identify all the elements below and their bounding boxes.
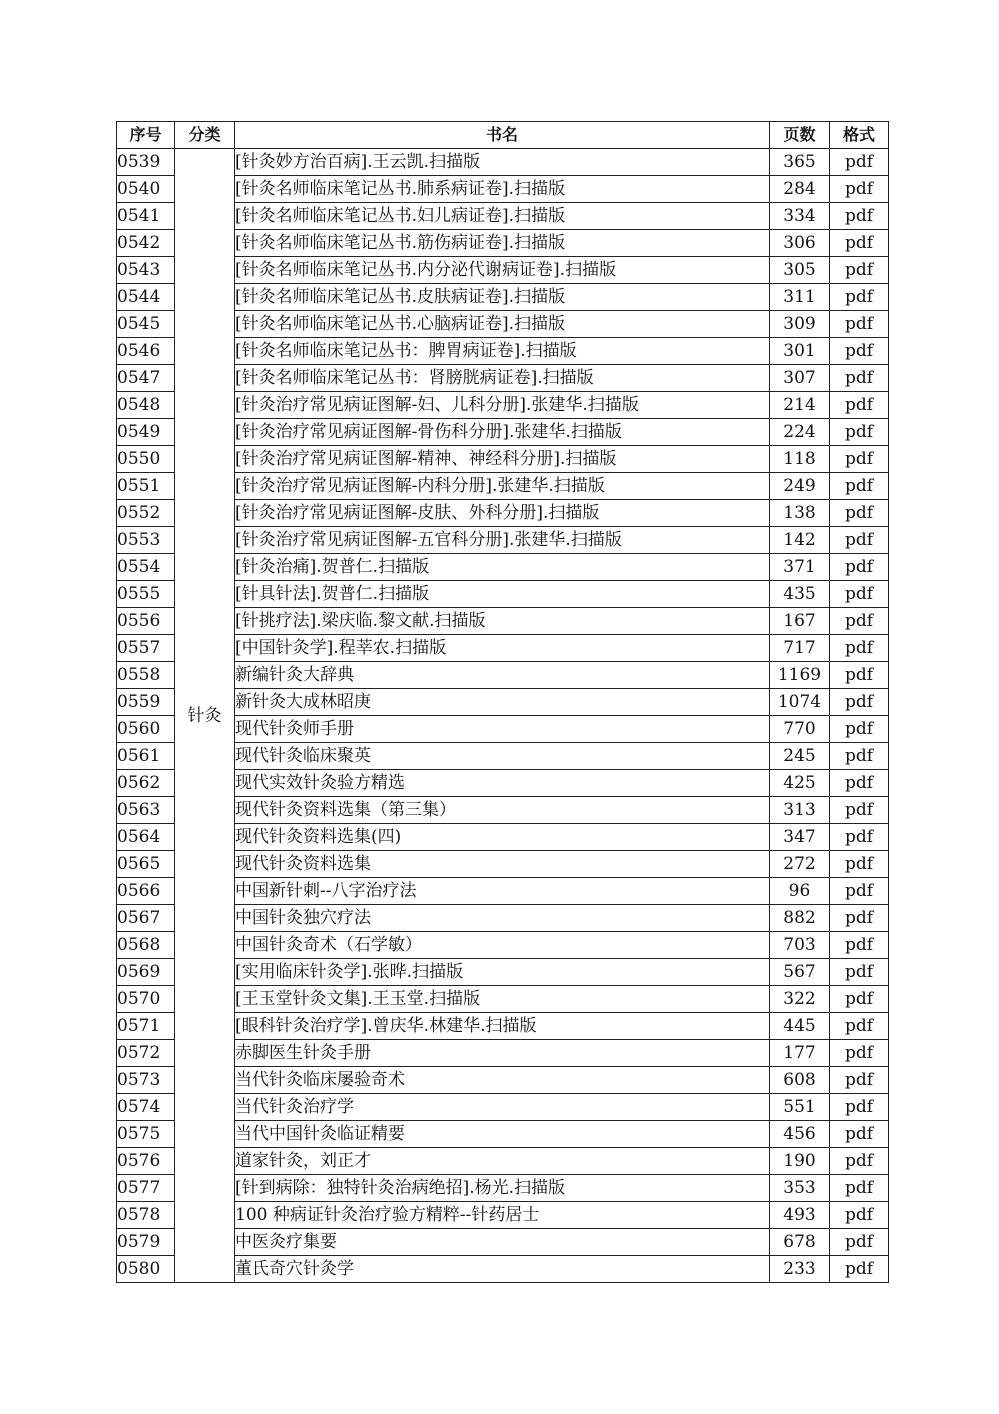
page-count: 334	[770, 203, 830, 230]
book-title: 赤脚医生针灸手册	[235, 1040, 770, 1067]
header-format: 格式	[830, 122, 889, 149]
row-number: 0541	[117, 203, 175, 230]
file-format: pdf	[830, 203, 889, 230]
row-number: 0563	[117, 797, 175, 824]
book-title: 新编针灸大辞典	[235, 662, 770, 689]
book-title: [实用临床针灸学].张晔.扫描版	[235, 959, 770, 986]
file-format: pdf	[830, 419, 889, 446]
file-format: pdf	[830, 851, 889, 878]
file-format: pdf	[830, 905, 889, 932]
row-number: 0556	[117, 608, 175, 635]
file-format: pdf	[830, 1094, 889, 1121]
book-title: 现代针灸师手册	[235, 716, 770, 743]
row-number: 0570	[117, 986, 175, 1013]
book-title: [针灸名师临床笔记丛书：脾胃病证卷].扫描版	[235, 338, 770, 365]
book-title: [王玉堂针灸文集].王玉堂.扫描版	[235, 986, 770, 1013]
category-cell: 针灸	[175, 149, 235, 1283]
page-count: 305	[770, 257, 830, 284]
book-title: 当代针灸临床屡验奇术	[235, 1067, 770, 1094]
book-title: 当代中国针灸临证精要	[235, 1121, 770, 1148]
page-count: 249	[770, 473, 830, 500]
file-format: pdf	[830, 1256, 889, 1283]
file-format: pdf	[830, 1067, 889, 1094]
book-title: [针灸名师临床笔记丛书：肾膀胱病证卷].扫描版	[235, 365, 770, 392]
page-count: 272	[770, 851, 830, 878]
row-number: 0558	[117, 662, 175, 689]
row-number: 0573	[117, 1067, 175, 1094]
book-title: [针灸治疗常见病证图解-骨伤科分册].张建华.扫描版	[235, 419, 770, 446]
row-number: 0547	[117, 365, 175, 392]
page-count: 456	[770, 1121, 830, 1148]
file-format: pdf	[830, 932, 889, 959]
file-format: pdf	[830, 608, 889, 635]
file-format: pdf	[830, 1175, 889, 1202]
file-format: pdf	[830, 365, 889, 392]
row-number: 0560	[117, 716, 175, 743]
row-number: 0568	[117, 932, 175, 959]
book-title: [中国针灸学].程莘农.扫描版	[235, 635, 770, 662]
row-number: 0544	[117, 284, 175, 311]
page-count: 770	[770, 716, 830, 743]
file-format: pdf	[830, 1229, 889, 1256]
book-title: 现代针灸资料选集（第三集）	[235, 797, 770, 824]
page-count: 567	[770, 959, 830, 986]
book-title: 中国针灸独穴疗法	[235, 905, 770, 932]
row-number: 0577	[117, 1175, 175, 1202]
row-number: 0555	[117, 581, 175, 608]
row-number: 0546	[117, 338, 175, 365]
book-title: 现代针灸临床聚英	[235, 743, 770, 770]
file-format: pdf	[830, 770, 889, 797]
page-count: 142	[770, 527, 830, 554]
file-format: pdf	[830, 554, 889, 581]
row-number: 0557	[117, 635, 175, 662]
file-format: pdf	[830, 986, 889, 1013]
row-number: 0567	[117, 905, 175, 932]
row-number: 0569	[117, 959, 175, 986]
file-format: pdf	[830, 176, 889, 203]
row-number: 0540	[117, 176, 175, 203]
page-count: 365	[770, 149, 830, 176]
page-count: 301	[770, 338, 830, 365]
page-count: 177	[770, 1040, 830, 1067]
page-count: 224	[770, 419, 830, 446]
book-title: [针灸名师临床笔记丛书.心脑病证卷].扫描版	[235, 311, 770, 338]
page-count: 306	[770, 230, 830, 257]
page-count: 493	[770, 1202, 830, 1229]
book-title: [针灸名师临床笔记丛书.内分泌代谢病证卷].扫描版	[235, 257, 770, 284]
file-format: pdf	[830, 716, 889, 743]
page-count: 190	[770, 1148, 830, 1175]
book-title: [针灸治疗常见病证图解-内科分册].张建华.扫描版	[235, 473, 770, 500]
book-title: [针具针法].贺普仁.扫描版	[235, 581, 770, 608]
book-title: [针灸治疗常见病证图解-妇、儿科分册].张建华.扫描版	[235, 392, 770, 419]
file-format: pdf	[830, 284, 889, 311]
book-title: 现代针灸资料选集(四)	[235, 824, 770, 851]
row-number: 0561	[117, 743, 175, 770]
row-number: 0564	[117, 824, 175, 851]
file-format: pdf	[830, 635, 889, 662]
page-count: 1169	[770, 662, 830, 689]
row-number: 0575	[117, 1121, 175, 1148]
book-title: [针灸名师临床笔记丛书.肺系病证卷].扫描版	[235, 176, 770, 203]
header-category: 分类	[175, 122, 235, 149]
page-count: 425	[770, 770, 830, 797]
book-title: 中国新针刺--八字治疗法	[235, 878, 770, 905]
row-number: 0543	[117, 257, 175, 284]
book-title: 当代针灸治疗学	[235, 1094, 770, 1121]
page-count: 214	[770, 392, 830, 419]
page-count: 138	[770, 500, 830, 527]
file-format: pdf	[830, 1121, 889, 1148]
page-count: 284	[770, 176, 830, 203]
page-count: 445	[770, 1013, 830, 1040]
page-count: 551	[770, 1094, 830, 1121]
book-title: 中国针灸奇术（石学敏）	[235, 932, 770, 959]
file-format: pdf	[830, 959, 889, 986]
file-format: pdf	[830, 257, 889, 284]
row-number: 0549	[117, 419, 175, 446]
row-number: 0579	[117, 1229, 175, 1256]
book-title: [眼科针灸治疗学].曾庆华.林建华.扫描版	[235, 1013, 770, 1040]
row-number: 0580	[117, 1256, 175, 1283]
page-count: 717	[770, 635, 830, 662]
row-number: 0542	[117, 230, 175, 257]
page-count: 1074	[770, 689, 830, 716]
file-format: pdf	[830, 338, 889, 365]
file-format: pdf	[830, 230, 889, 257]
row-number: 0552	[117, 500, 175, 527]
book-title: [针灸妙方治百病].王云凯.扫描版	[235, 149, 770, 176]
row-number: 0559	[117, 689, 175, 716]
table-row	[117, 149, 889, 176]
file-format: pdf	[830, 797, 889, 824]
row-number: 0566	[117, 878, 175, 905]
file-format: pdf	[830, 500, 889, 527]
page-count: 353	[770, 1175, 830, 1202]
book-title: 道家针灸，刘正才	[235, 1148, 770, 1175]
page-count: 435	[770, 581, 830, 608]
file-format: pdf	[830, 311, 889, 338]
book-title: 现代实效针灸验方精选	[235, 770, 770, 797]
file-format: pdf	[830, 527, 889, 554]
row-number: 0545	[117, 311, 175, 338]
book-title: [针灸治疗常见病证图解-皮肤、外科分册].扫描版	[235, 500, 770, 527]
page-count: 313	[770, 797, 830, 824]
page-count: 307	[770, 365, 830, 392]
page-count: 703	[770, 932, 830, 959]
row-number: 0551	[117, 473, 175, 500]
page-count: 322	[770, 986, 830, 1013]
book-title: [针挑疗法].梁庆临.黎文献.扫描版	[235, 608, 770, 635]
row-number: 0562	[117, 770, 175, 797]
book-title: [针灸名师临床笔记丛书.皮肤病证卷].扫描版	[235, 284, 770, 311]
file-format: pdf	[830, 743, 889, 770]
page-count: 118	[770, 446, 830, 473]
book-title: [针灸名师临床笔记丛书.妇儿病证卷].扫描版	[235, 203, 770, 230]
file-format: pdf	[830, 1202, 889, 1229]
page-count: 309	[770, 311, 830, 338]
file-format: pdf	[830, 662, 889, 689]
row-number: 0550	[117, 446, 175, 473]
row-number: 0578	[117, 1202, 175, 1229]
file-format: pdf	[830, 1148, 889, 1175]
header-number: 序号	[117, 122, 175, 149]
book-title: 中医灸疗集要	[235, 1229, 770, 1256]
book-title: [针灸治痛].贺普仁.扫描版	[235, 554, 770, 581]
file-format: pdf	[830, 689, 889, 716]
file-format: pdf	[830, 824, 889, 851]
row-number: 0576	[117, 1148, 175, 1175]
book-title: [针到病除：独特针灸治病绝招].杨光.扫描版	[235, 1175, 770, 1202]
row-number: 0548	[117, 392, 175, 419]
book-title: [针灸名师临床笔记丛书.筋伤病证卷].扫描版	[235, 230, 770, 257]
book-title: 100 种病证针灸治疗验方精粹--针药居士	[235, 1202, 770, 1229]
row-number: 0574	[117, 1094, 175, 1121]
file-format: pdf	[830, 473, 889, 500]
row-number: 0539	[117, 149, 175, 176]
file-format: pdf	[830, 392, 889, 419]
page-count: 371	[770, 554, 830, 581]
book-title: 董氏奇穴针灸学	[235, 1256, 770, 1283]
table-body	[117, 149, 889, 1283]
row-number: 0571	[117, 1013, 175, 1040]
page-count: 608	[770, 1067, 830, 1094]
page-count: 167	[770, 608, 830, 635]
book-list-table	[116, 121, 889, 1283]
book-title: [针灸治疗常见病证图解-五官科分册].张建华.扫描版	[235, 527, 770, 554]
header-title: 书名	[235, 122, 770, 149]
row-number: 0554	[117, 554, 175, 581]
table-header-row	[117, 122, 889, 149]
page-count: 347	[770, 824, 830, 851]
page-count: 245	[770, 743, 830, 770]
row-number: 0572	[117, 1040, 175, 1067]
file-format: pdf	[830, 446, 889, 473]
page-count: 311	[770, 284, 830, 311]
book-title: 新针灸大成林昭庚	[235, 689, 770, 716]
file-format: pdf	[830, 149, 889, 176]
row-number: 0565	[117, 851, 175, 878]
header-pages: 页数	[770, 122, 830, 149]
book-title: 现代针灸资料选集	[235, 851, 770, 878]
file-format: pdf	[830, 1013, 889, 1040]
page-count: 96	[770, 878, 830, 905]
row-number: 0553	[117, 527, 175, 554]
page-count: 882	[770, 905, 830, 932]
file-format: pdf	[830, 581, 889, 608]
file-format: pdf	[830, 1040, 889, 1067]
page-count: 233	[770, 1256, 830, 1283]
file-format: pdf	[830, 878, 889, 905]
page-count: 678	[770, 1229, 830, 1256]
book-title: [针灸治疗常见病证图解-精神、神经科分册].扫描版	[235, 446, 770, 473]
